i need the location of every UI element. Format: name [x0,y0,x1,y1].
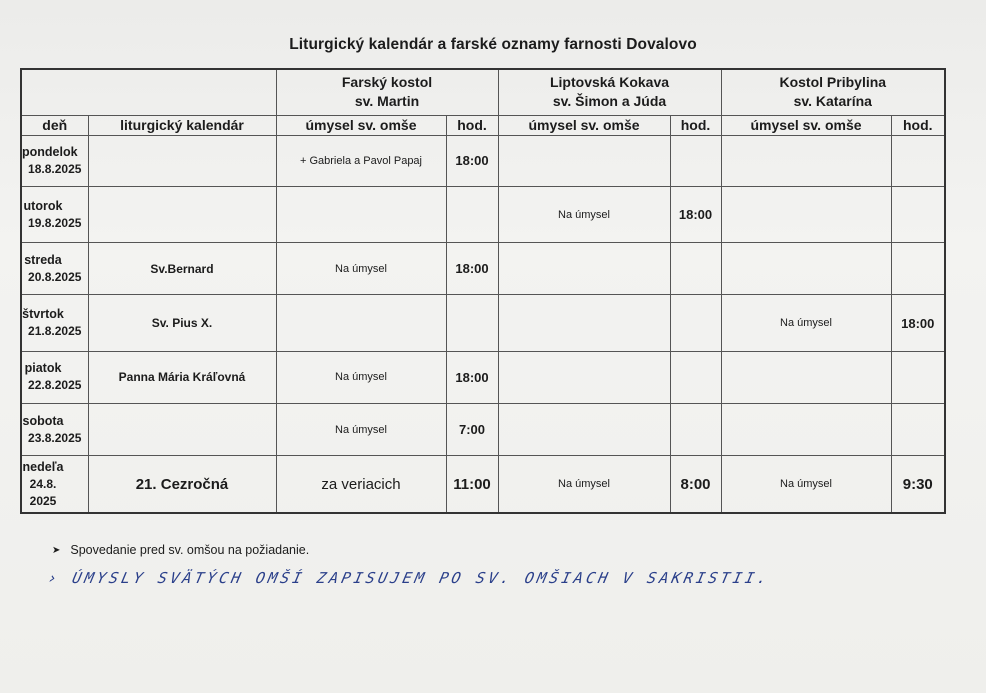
header-intention: úmysel sv. omše [721,115,891,135]
liturgical-cell: Sv.Bernard [88,243,276,295]
day-cell: nedeľa 24.8. 2025 [21,456,88,513]
intention-cell: Na úmysel [721,456,891,513]
intention-cell [721,135,891,186]
header-intention: úmysel sv. omše [276,115,446,135]
intention-cell [721,187,891,243]
intention-cell: Na úmysel [498,187,670,243]
table-row [21,243,945,295]
location-header-2 [498,69,721,115]
hour-cell: 18:00 [446,351,498,403]
hour-cell [891,243,945,295]
location-name: Farský kostol [341,74,433,91]
intention-cell [721,351,891,403]
hour-cell: 18:00 [891,295,945,351]
hour-cell [446,295,498,351]
day-cell: pondelok 18.8.2025 [21,135,88,186]
intention-cell [276,187,446,243]
header-empty [21,69,276,115]
liturgical-cell: Panna Mária Kráľovná [88,351,276,403]
hour-cell: 18:00 [446,135,498,186]
intention-cell: + Gabriela a Pavol Papaj [276,135,446,186]
hour-cell [670,295,721,351]
location-patron: sv. Martin [354,93,420,110]
hour-cell [670,403,721,455]
note-text: Spovedanie pred sv. omšou na požiadanie. [70,543,310,557]
intention-cell [498,403,670,455]
hour-cell: 7:00 [446,403,498,455]
hour-cell [670,243,721,295]
header-hour: hod. [446,115,498,135]
hour-cell: 11:00 [446,456,498,513]
notes-section [52,543,309,557]
location-name: Kostol Pribylina [779,74,887,91]
liturgical-cell [88,403,276,455]
hour-cell [891,135,945,186]
liturgical-cell [88,187,276,243]
intention-cell [498,135,670,186]
location-patron: sv. Katarína [793,93,872,110]
page-title: Liturgický kalendár a farské oznamy farnosti Dovalovo [289,36,697,53]
table-row [21,135,945,186]
hour-cell [891,403,945,455]
hour-cell [891,187,945,243]
hour-cell: 8:00 [670,456,721,513]
liturgical-cell: Sv. Pius X. [88,295,276,351]
day-cell: utorok 19.8.2025 [21,187,88,243]
day-cell: piatok 22.8.2025 [21,351,88,403]
table-row [21,351,945,403]
table-row [21,295,945,351]
header-day: deň [21,115,88,135]
location-patron: sv. Šimon a Júda [552,93,667,110]
location-name: Liptovská Kokava [549,74,670,91]
hour-cell [891,351,945,403]
liturgical-cell: 21. Cezročná [88,456,276,513]
intention-cell [498,351,670,403]
table-row [21,187,945,243]
intention-cell [498,295,670,351]
intention-cell: Na úmysel [276,403,446,455]
location-header-3 [721,69,945,115]
intention-cell [721,403,891,455]
hour-cell: 9:30 [891,456,945,513]
hour-cell: 18:00 [670,187,721,243]
hour-cell: 18:00 [446,243,498,295]
handwritten-note: › ÚMYSLY SVÄTÝCH OMŠÍ ZAPISUJEM PO SV. OMŠIACH V SAKRISTII. [46,569,772,587]
note-item [52,543,309,557]
liturgical-cell [88,135,276,186]
intention-cell: za veriacich [276,456,446,513]
intention-cell [276,295,446,351]
location-header-1 [276,69,498,115]
arrow-bullet-icon: ➤ [52,544,61,556]
header-hour: hod. [891,115,945,135]
header-hour: hod. [670,115,721,135]
hour-cell [670,135,721,186]
hour-cell [670,351,721,403]
schedule-table [20,68,946,514]
intention-cell [498,243,670,295]
intention-cell: Na úmysel [498,456,670,513]
intention-cell: Na úmysel [276,243,446,295]
hour-cell [446,187,498,243]
intention-cell [721,243,891,295]
table-row [21,456,945,513]
day-cell: streda 20.8.2025 [21,243,88,295]
table-row [21,403,945,455]
intention-cell: Na úmysel [721,295,891,351]
header-liturgical: liturgický kalendár [88,115,276,135]
intention-cell: Na úmysel [276,351,446,403]
day-cell: sobota 23.8.2025 [21,403,88,455]
header-intention: úmysel sv. omše [498,115,670,135]
day-cell: štvrtok 21.8.2025 [21,295,88,351]
